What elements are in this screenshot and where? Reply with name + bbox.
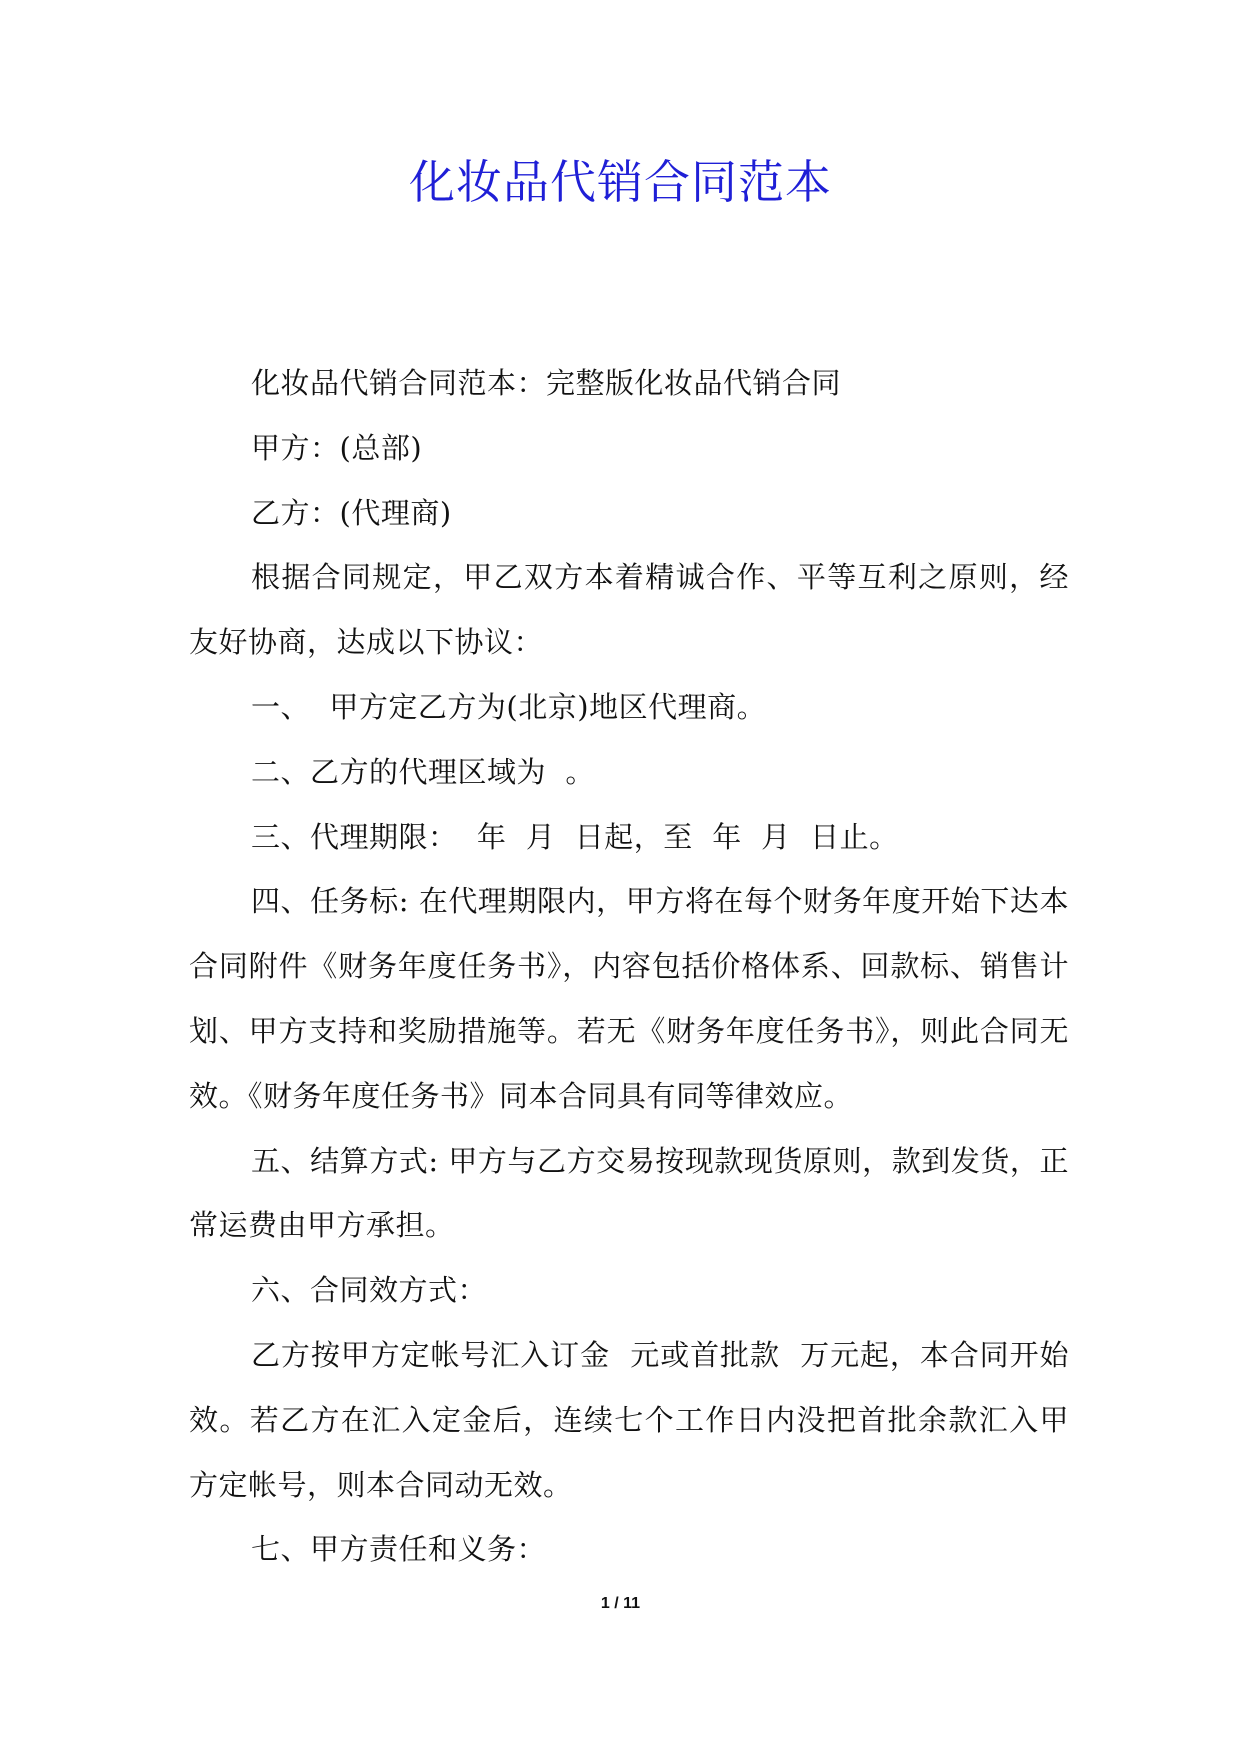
paragraph-party-a: 甲方：(总部) <box>251 430 423 465</box>
paragraph-preamble: 根据合同规定，甲乙双方本着精诚合作、平等互利之原则，经友好协商，达成以下协议： <box>189 560 1069 660</box>
document-body <box>189 351 1069 1582</box>
paragraph-party-b: 乙方：(代理商) <box>251 495 452 530</box>
clause-6: 六、合同效方式： <box>251 1273 488 1308</box>
paragraph-intro: 化妆品代销合同范本：完整版化妆品代销合同 <box>251 366 842 400</box>
clause-1: 一、 甲方定乙方为(北京)地区代理商。 <box>251 689 767 724</box>
document-title: 化妆品代销合同范本 <box>409 155 832 209</box>
clause-5: 五、结算方式: 甲方与乙方交易按现款现货原则，款到发货，正常运费由甲方承担。 <box>189 1143 1069 1243</box>
clause-4: 四、任务标: 在代理期限内，甲方将在每个财务年度开始下达本合同附件《财务年度任务书》，内容包括价格体系、回款标、销售计划、甲方支持和奖励措施等。若无《财务年度任务书》，则此合同无效。《财务年度任务书》同本合同具有同等律效应。 <box>189 884 1069 1113</box>
clause-3: 三、代理期限： 年 月 日起，至 年 月 日止。 <box>251 819 899 854</box>
clause-7: 七、甲方责任和义务： <box>251 1532 547 1567</box>
clause-2: 二、乙方的代理区域为 。 <box>251 754 595 789</box>
clause-6-detail: 乙方按甲方定帐号汇入订金 元或首批款 万元起，本合同开始效。若乙方在汇入定金后，连续七个工作日内没把首批余款汇入甲方定帐号，则本合同动无效。 <box>189 1337 1069 1502</box>
page-number: 1 / 11 <box>600 1595 641 1612</box>
